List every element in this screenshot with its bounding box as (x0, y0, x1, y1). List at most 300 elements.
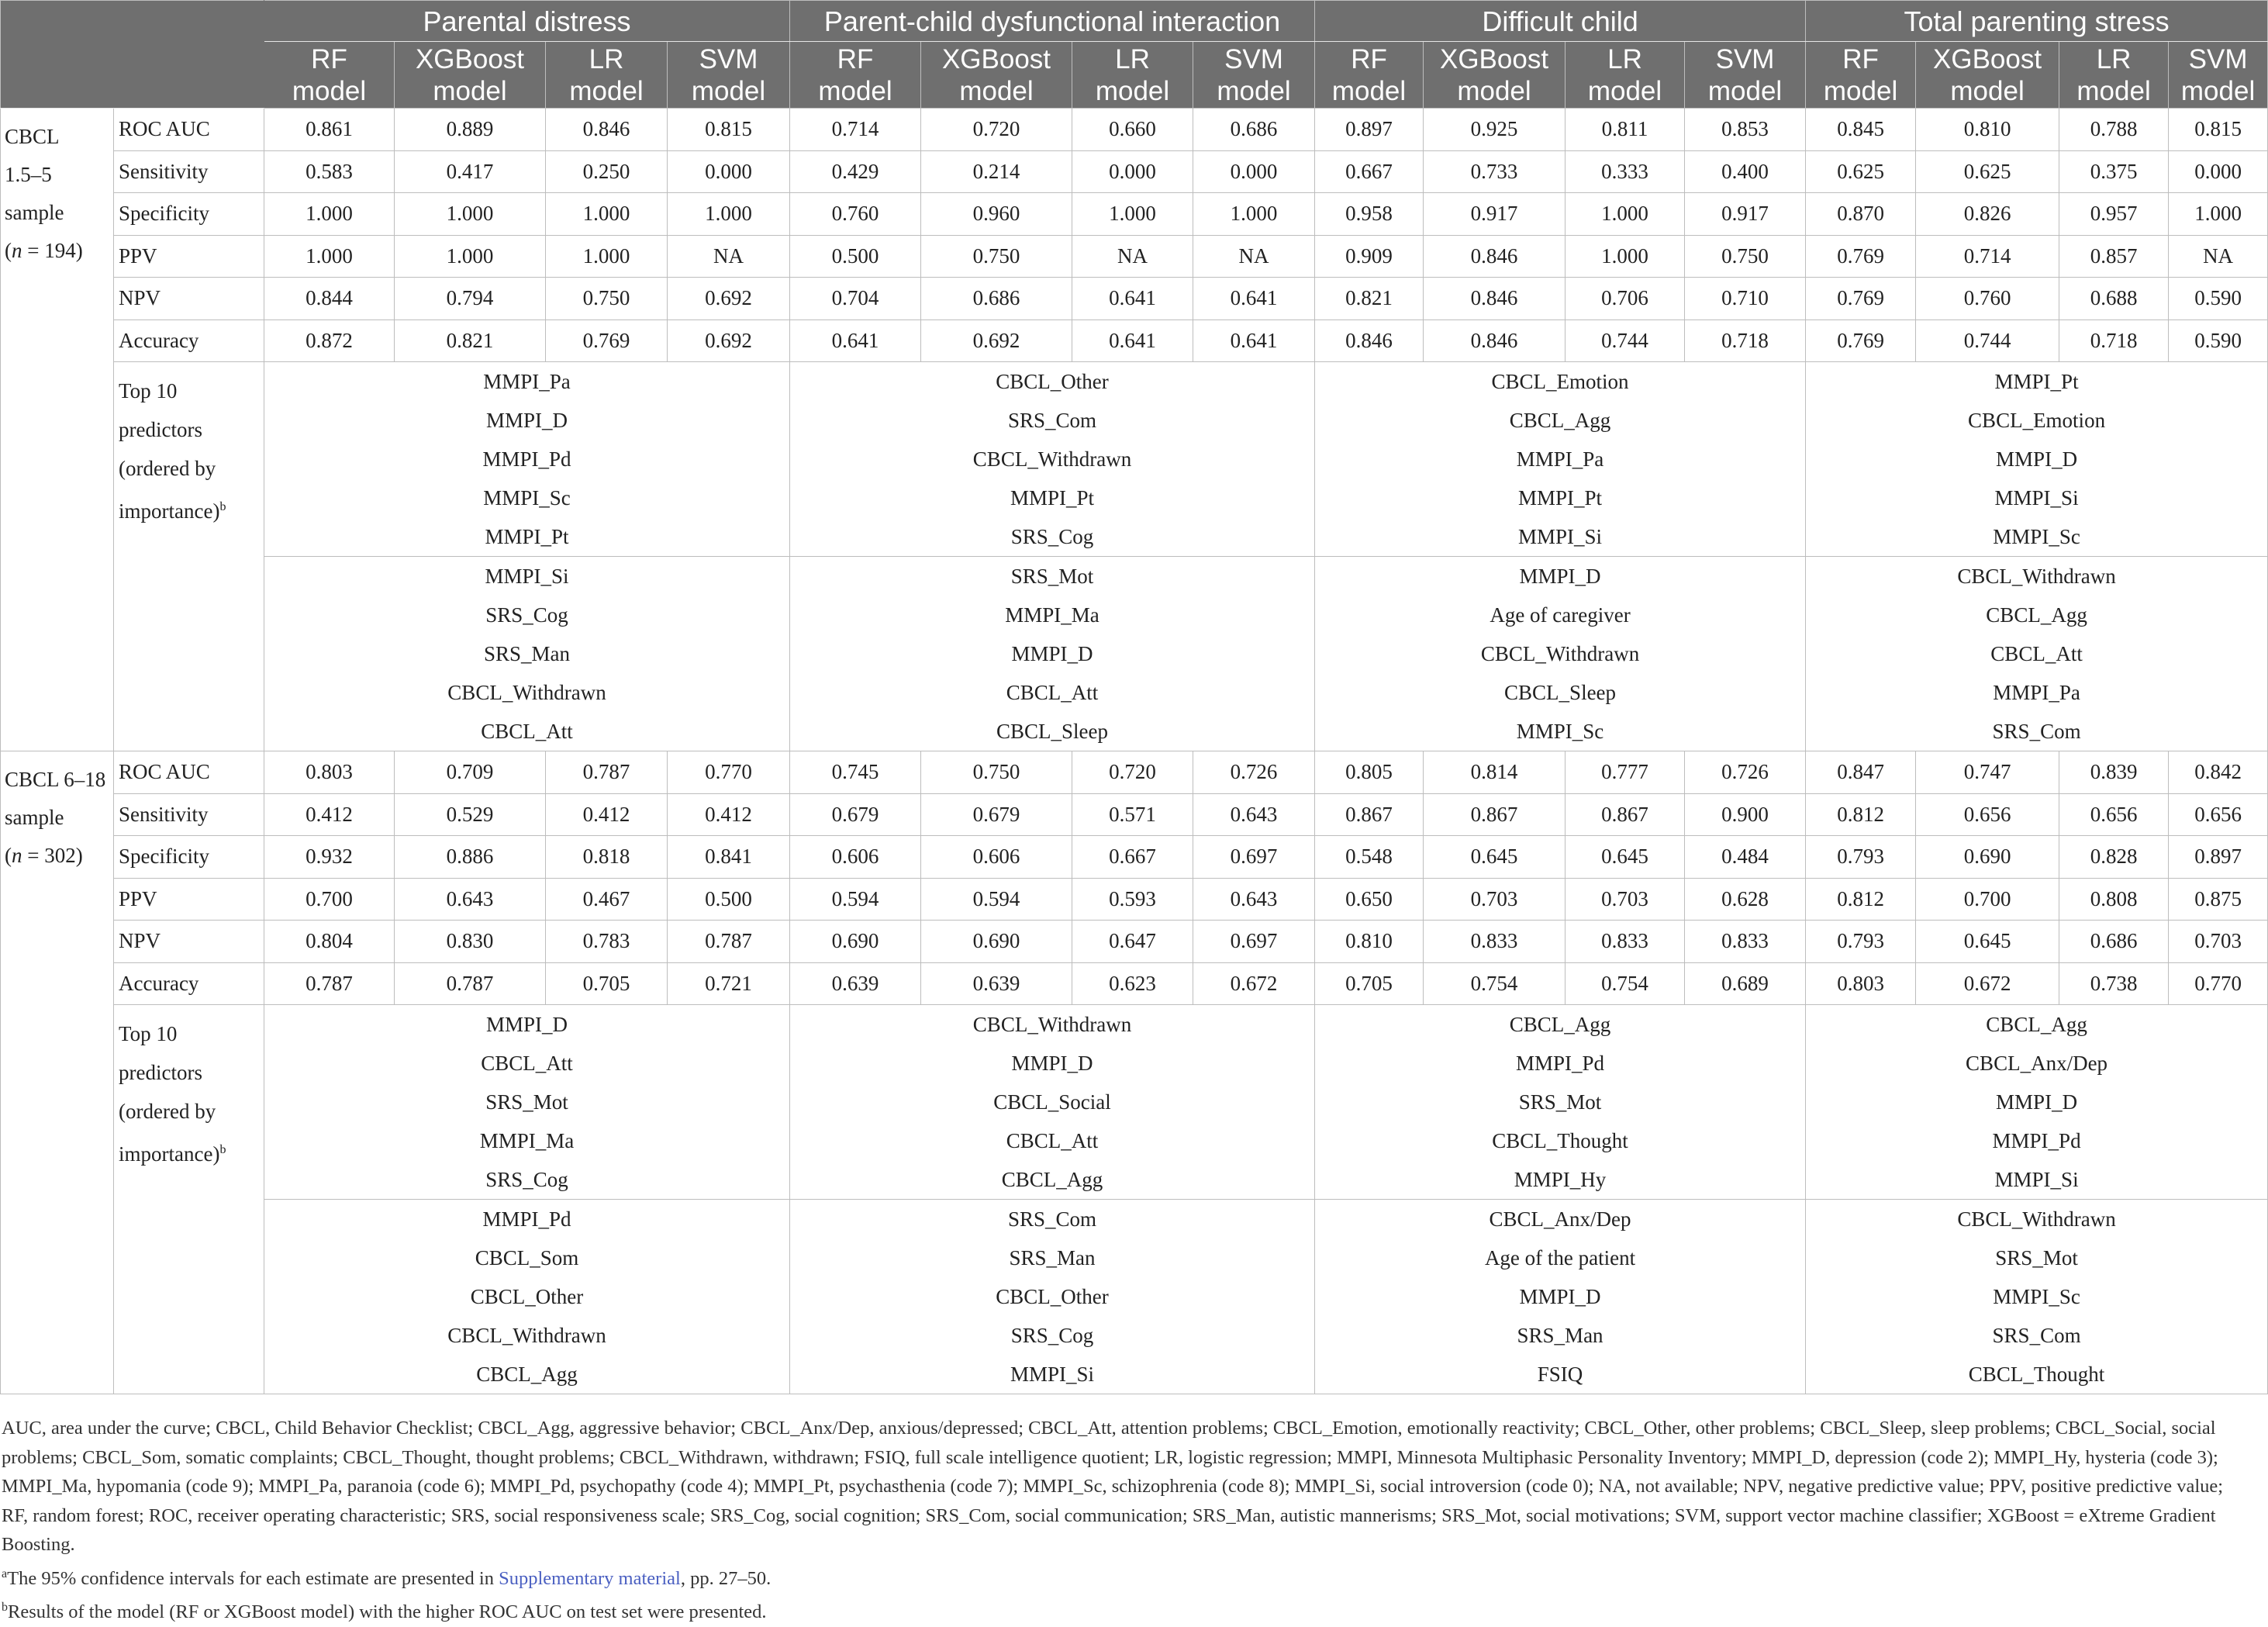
predictor-item: MMPI_Pd (482, 447, 571, 471)
metric-value: 0.656 (2059, 793, 2169, 836)
predictor-item: CBCL_Att (1990, 642, 2083, 665)
metric-value: 0.690 (1916, 836, 2059, 879)
metric-value: 0.846 (1424, 320, 1566, 362)
metric-value: 0.686 (921, 278, 1072, 320)
sample-n-value: = 302) (22, 844, 83, 867)
metric-value: 0.703 (2169, 921, 2268, 963)
metric-name: PPV (114, 878, 264, 921)
predictor-item: SRS_Man (1517, 1324, 1603, 1347)
model-suffix: model (818, 75, 892, 106)
metric-value: 0.787 (668, 921, 790, 963)
predictor-item: CBCL_Emotion (1491, 370, 1629, 393)
metric-value: 1.000 (546, 193, 668, 236)
sample-label-line: CBCL 6–18 (5, 768, 106, 791)
model-name: LR (2096, 43, 2132, 74)
footnote-a: $^a$The 95% confidence intervals for each estimate are presented in Supplementary material, pp. 27–50. (2, 1567, 772, 1589)
predictor-list (264, 1005, 790, 1200)
sample-label-line: CBCL (5, 125, 60, 148)
metric-value: 0.686 (1193, 109, 1315, 151)
top-label-line: Top 10 (119, 1022, 178, 1045)
predictor-row (1, 362, 2268, 557)
predictor-item: CBCL_Att (481, 720, 573, 743)
metric-value: NA (2169, 235, 2268, 278)
metric-value: 0.726 (1193, 751, 1315, 794)
metric-value: 0.754 (1424, 962, 1566, 1005)
metric-value: 0.821 (1315, 278, 1424, 320)
sample-label-line: sample (5, 201, 64, 224)
metric-value: 0.650 (1315, 878, 1424, 921)
model-header (1566, 42, 1685, 109)
predictor-item: CBCL_Agg (1001, 1168, 1103, 1191)
table-body (1, 109, 2268, 1394)
metric-value: 0.750 (1685, 235, 1806, 278)
metric-value: 0.870 (1806, 193, 1916, 236)
table-header (1, 1, 2268, 109)
metric-value: 0.697 (1193, 921, 1315, 963)
metric-value: 0.641 (1072, 278, 1193, 320)
predictor-item: SRS_Man (1009, 1246, 1096, 1269)
metric-value: 0.594 (790, 878, 921, 921)
predictor-item: CBCL_Withdrawn (972, 1013, 1132, 1036)
metric-value: 0.375 (2059, 150, 2169, 193)
predictor-item: CBCL_Sleep (996, 720, 1109, 743)
predictor-item: MMPI_D (1011, 642, 1093, 665)
predictor-list (264, 1200, 790, 1394)
model-name: LR (1607, 43, 1642, 74)
predictor-list (790, 1005, 1315, 1200)
metric-value: 0.861 (264, 109, 395, 151)
metric-value: 0.841 (668, 836, 790, 879)
metric-value: 0.769 (1806, 278, 1916, 320)
footnote-b: $^b$Results of the model (RF or XGBoost model) with the higher ROC AUC on test set were presented. (2, 1601, 767, 1623)
predictor-item: CBCL_Sleep (1504, 681, 1617, 704)
table-row (1, 193, 2268, 236)
model-header (1315, 42, 1424, 109)
metric-value: 0.875 (2169, 878, 2268, 921)
metric-value: 0.417 (395, 150, 546, 193)
model-header (668, 42, 790, 109)
model-header (264, 42, 395, 109)
sample-n-var: n (12, 844, 22, 867)
top-predictors-label (114, 1005, 264, 1394)
predictor-item: CBCL_Agg (1986, 1013, 2087, 1036)
metric-value: 0.692 (668, 278, 790, 320)
metric-value: 0.812 (1806, 878, 1916, 921)
table-row (1, 793, 2268, 836)
metric-value: 0.467 (546, 878, 668, 921)
metric-name: Accuracy (114, 320, 264, 362)
metric-value: 1.000 (668, 193, 790, 236)
metric-value: 0.720 (921, 109, 1072, 151)
metric-value: 0.641 (1193, 278, 1315, 320)
metric-value: NA (1193, 235, 1315, 278)
metric-value: 0.738 (2059, 962, 2169, 1005)
model-suffix: model (2180, 75, 2256, 106)
model-suffix: model (433, 75, 507, 106)
table-row (1, 878, 2268, 921)
predictor-item: SRS_Com (1007, 1207, 1097, 1231)
metric-value: 0.744 (1916, 320, 2059, 362)
predictor-item: MMPI_Hy (1514, 1168, 1607, 1191)
metric-value: 0.932 (264, 836, 395, 879)
metric-value: 1.000 (264, 193, 395, 236)
model-name: XGBoost (1439, 43, 1549, 74)
predictor-item: SRS_Mot (485, 1090, 568, 1114)
metric-value: NA (668, 235, 790, 278)
metric-value: 0.842 (2169, 751, 2268, 794)
metric-value: 0.689 (1685, 962, 1806, 1005)
metric-value: 0.703 (1424, 878, 1566, 921)
model-header (2169, 42, 2268, 109)
metric-value: 0.703 (1566, 878, 1685, 921)
metric-value: 0.812 (1806, 793, 1916, 836)
metric-value: 0.686 (2059, 921, 2169, 963)
metric-value: 1.000 (264, 235, 395, 278)
metric-value: NA (1072, 235, 1193, 278)
metric-value: 0.754 (1566, 962, 1685, 1005)
table-row (1, 836, 2268, 879)
predictor-item: MMPI_Sc (1516, 720, 1604, 743)
metric-value: 0.484 (1685, 836, 1806, 879)
predictor-item: CBCL_Social (993, 1090, 1111, 1114)
predictor-item: MMPI_Sc (1993, 1285, 2080, 1308)
predictor-list (1806, 1200, 2268, 1394)
predictor-item: MMPI_Pt (1518, 486, 1603, 510)
metric-value: 0.714 (790, 109, 921, 151)
top-predictors-label (114, 362, 264, 751)
metric-value: 0.830 (395, 921, 546, 963)
model-name: XGBoost (415, 43, 525, 74)
metric-value: 0.897 (2169, 836, 2268, 879)
metric-value: 0.641 (1193, 320, 1315, 362)
model-header (1685, 42, 1806, 109)
table-row (1, 921, 2268, 963)
metric-value: 0.721 (668, 962, 790, 1005)
predictor-row (1, 1200, 2268, 1394)
metric-value: 0.656 (2169, 793, 2268, 836)
model-header (395, 42, 546, 109)
predictor-item: SRS_Com (1007, 409, 1097, 432)
metric-value: 0.667 (1315, 150, 1424, 193)
metric-value: 0.917 (1424, 193, 1566, 236)
sample-n-value: = 194) (22, 239, 83, 262)
metric-value: 0.714 (1916, 235, 2059, 278)
metric-value: 0.333 (1566, 150, 1685, 193)
metric-value: 0.909 (1315, 235, 1424, 278)
top-label-line: (ordered by (119, 1100, 216, 1123)
metric-value: 1.000 (395, 193, 546, 236)
metric-value: 0.583 (264, 150, 395, 193)
metric-value: 0.672 (1193, 962, 1315, 1005)
model-suffix: model (691, 75, 766, 106)
predictor-item: CBCL_Other (470, 1285, 584, 1308)
predictor-item: CBCL_Att (1006, 1129, 1099, 1152)
predictor-item: MMPI_Sc (483, 486, 571, 510)
model-suffix: model (959, 75, 1034, 106)
predictor-item: MMPI_Pd (1516, 1052, 1605, 1075)
top-label-line: Top 10 (119, 379, 178, 402)
metric-value: 0.726 (1685, 751, 1806, 794)
metric-value: 0.606 (790, 836, 921, 879)
metric-value: 0.690 (790, 921, 921, 963)
metric-value: 0.770 (668, 751, 790, 794)
sample-label (1, 751, 114, 1394)
metric-value: 0.957 (2059, 193, 2169, 236)
metric-value: 0.853 (1685, 109, 1806, 151)
predictor-item: CBCL_Som (475, 1246, 579, 1269)
table-row (1, 278, 2268, 320)
metric-value: 0.846 (546, 109, 668, 151)
predictor-item: Age of the patient (1484, 1246, 1636, 1269)
metric-name: Accuracy (114, 962, 264, 1005)
top-label-line: (ordered by (119, 457, 216, 480)
group-header: Parental distress (264, 1, 790, 42)
metric-value: 0.844 (264, 278, 395, 320)
predictor-list (264, 362, 790, 557)
footnotes (2, 1414, 2231, 1627)
footnote-marker: b (219, 500, 226, 513)
predictor-item: SRS_Mot (1995, 1246, 2078, 1269)
predictor-item: CBCL_Agg (476, 1363, 578, 1386)
top-label-line: importance) (119, 499, 220, 523)
model-suffix: model (1950, 75, 2025, 106)
metric-value: 0.788 (2059, 109, 2169, 151)
table-row (1, 109, 2268, 151)
predictor-item: MMPI_Ma (1005, 603, 1099, 627)
sample-label-line: sample (5, 806, 64, 829)
table-row (1, 962, 2268, 1005)
metric-value: 0.606 (921, 836, 1072, 879)
metric-value: 0.803 (264, 751, 395, 794)
predictor-item: SRS_Cog (1010, 1324, 1094, 1347)
predictor-list (790, 1200, 1315, 1394)
table-row (1, 150, 2268, 193)
metric-value: 0.412 (264, 793, 395, 836)
predictor-item: CBCL_Withdrawn (1480, 642, 1640, 665)
model-header (921, 42, 1072, 109)
model-name: RF (837, 43, 874, 74)
metric-value: 0.867 (1566, 793, 1685, 836)
model-suffix: model (1331, 75, 1407, 106)
metric-value: 0.872 (264, 320, 395, 362)
metric-value: 0.897 (1315, 109, 1424, 151)
metric-value: 0.814 (1424, 751, 1566, 794)
abbreviations-note: AUC, area under the curve; CBCL, Child Behavior Checklist; CBCL_Agg, aggressive behavior; CBCL_Anx/Dep, anxious/depressed; CBCL_Att, attention problems; CBCL_Emotion, emotionally reactivity; CBCL_Other, other problems; CBCL_Sleep, sleep problems; CBCL_Social, social problems; CBCL_Som, somatic complaints; CBCL_Thought, thought problems; CBCL_Withdrawn, withdrawn; FSIQ, full scale intelligence quotient; LR, logistic regression; MMPI, Minnesota Multiphasic Personality Inventory; MMPI_D, depression (code 2); MMPI_Hy, hysteria (code 3); MMPI_Ma, hypomania (code 9); MMPI_Pa, paranoia (code 6); MMPI_Pd, psychopathy (code 4); MMPI_Pt, psychasthenia (code 7); MMPI_Sc, schizophrenia (code 8); MMPI_Si, social introversion (code 0); NA, not available; NPV, negative predictive value; PPV, positive predictive value; RF, random forest; ROC, receiver operating characteristic; SRS, social responsiveness scale; SRS_Cog, social cognition; SRS_Com, social communication; SRS_Man, autistic mannerisms; SRS_Mot, social motivations; SVM, support vector machine classifier; XGBoost = eXtreme Gradient Boosting. (2, 1418, 2224, 1555)
predictor-item: CBCL_Withdrawn (447, 681, 606, 704)
metric-value: 0.660 (1072, 109, 1193, 151)
predictor-item: FSIQ (1537, 1363, 1583, 1386)
metric-value: 1.000 (546, 235, 668, 278)
predictor-list (1315, 1200, 1806, 1394)
metric-value: 0.826 (1916, 193, 2059, 236)
model-name: SVM (1715, 43, 1775, 74)
metric-value: 0.846 (1424, 235, 1566, 278)
metric-value: 0.000 (668, 150, 790, 193)
metric-value: 0.769 (1806, 235, 1916, 278)
top-label-line: importance) (119, 1142, 220, 1166)
metric-value: 0.571 (1072, 793, 1193, 836)
predictor-item: SRS_Mot (1010, 565, 1094, 588)
predictor-item: SRS_Cog (485, 603, 568, 627)
metric-value: 0.700 (1916, 878, 2059, 921)
metric-value: 0.639 (790, 962, 921, 1005)
metric-value: 0.889 (395, 109, 546, 151)
metric-value: 1.000 (1072, 193, 1193, 236)
metric-value: 0.412 (668, 793, 790, 836)
metric-value: 0.590 (2169, 320, 2268, 362)
predictor-list (790, 557, 1315, 751)
predictor-list (1315, 362, 1806, 557)
metric-value: 0.645 (1916, 921, 2059, 963)
metric-value: 0.917 (1685, 193, 1806, 236)
metric-value: 0.750 (921, 751, 1072, 794)
model-name: LR (589, 43, 624, 74)
sample-label-line: 1.5–5 (5, 163, 52, 186)
metric-value: 0.706 (1566, 278, 1685, 320)
model-suffix: model (1587, 75, 1662, 106)
metric-value: 0.641 (790, 320, 921, 362)
metric-value: 0.845 (1806, 109, 1916, 151)
predictor-item: SRS_Man (483, 642, 571, 665)
metric-value: 1.000 (1193, 193, 1315, 236)
predictor-item: MMPI_Pd (1992, 1129, 2081, 1152)
predictor-list (1315, 1005, 1806, 1200)
metric-value: 0.770 (2169, 962, 2268, 1005)
predictor-item: SRS_Com (1992, 720, 2081, 743)
metric-value: 0.745 (790, 751, 921, 794)
predictor-row (1, 1005, 2268, 1200)
model-header (1072, 42, 1193, 109)
metric-value: 0.833 (1424, 921, 1566, 963)
sample-label (1, 109, 114, 751)
metric-value: 0.548 (1315, 836, 1424, 879)
metric-value: 0.818 (546, 836, 668, 879)
predictor-item: CBCL_Withdrawn (972, 447, 1132, 471)
predictor-item: CBCL_Agg (1509, 1013, 1611, 1036)
predictor-list (1806, 362, 2268, 557)
metric-value: 0.645 (1424, 836, 1566, 879)
predictor-item: MMPI_Pd (482, 1207, 571, 1231)
metric-value: 0.750 (921, 235, 1072, 278)
metric-value: 0.639 (921, 962, 1072, 1005)
model-suffix: model (1457, 75, 1531, 106)
metric-value: 0.847 (1806, 751, 1916, 794)
metric-value: 0.958 (1315, 193, 1424, 236)
metric-value: 0.787 (395, 962, 546, 1005)
table-row (1, 751, 2268, 794)
model-header (546, 42, 668, 109)
predictor-item: MMPI_D (485, 1013, 568, 1036)
predictor-item: MMPI_D (1519, 1285, 1601, 1308)
metric-value: 0.815 (668, 109, 790, 151)
metric-value: 1.000 (2169, 193, 2268, 236)
model-name: RF (1842, 43, 1879, 74)
predictor-item: CBCL_Agg (1509, 409, 1611, 432)
metric-value: 0.643 (395, 878, 546, 921)
metric-value: 0.000 (1072, 150, 1193, 193)
metric-value: 0.709 (395, 751, 546, 794)
metric-value: 0.623 (1072, 962, 1193, 1005)
metric-value: 0.793 (1806, 836, 1916, 879)
metric-value: 0.718 (2059, 320, 2169, 362)
header-corner (1, 1, 264, 109)
predictor-item: MMPI_Sc (1993, 525, 2080, 548)
metric-value: 0.688 (2059, 278, 2169, 320)
sample-n-open: ( (5, 239, 12, 262)
model-header (1916, 42, 2059, 109)
metric-name: PPV (114, 235, 264, 278)
predictor-item: MMPI_Pt (485, 525, 569, 548)
model-name: LR (1115, 43, 1150, 74)
predictor-item: MMPI_Si (1994, 486, 2079, 510)
predictor-item: MMPI_Pa (1516, 447, 1604, 471)
metric-value: 0.625 (1916, 150, 2059, 193)
top-label-line: predictors (119, 1061, 202, 1084)
predictor-item: CBCL_Att (481, 1052, 573, 1075)
group-header: Total parenting stress (1806, 1, 2268, 42)
metric-value: 0.760 (790, 193, 921, 236)
model-name: SVM (2188, 43, 2248, 74)
metric-value: 0.720 (1072, 751, 1193, 794)
metric-name: Sensitivity (114, 793, 264, 836)
predictor-item: MMPI_D (1996, 1090, 2078, 1114)
predictor-list (1806, 557, 2268, 751)
metric-value: 1.000 (1566, 235, 1685, 278)
metric-value: 0.692 (668, 320, 790, 362)
model-suffix: model (2076, 75, 2151, 106)
metric-value: 0.839 (2059, 751, 2169, 794)
metric-value: 0.690 (921, 921, 1072, 963)
metric-value: 0.429 (790, 150, 921, 193)
metric-value: 0.656 (1916, 793, 2059, 836)
model-name: RF (1351, 43, 1387, 74)
group-header: Difficult child (1315, 1, 1806, 42)
metric-value: 0.900 (1685, 793, 1806, 836)
predictor-item: CBCL_Withdrawn (447, 1324, 606, 1347)
model-header (2059, 42, 2169, 109)
metric-value: 1.000 (395, 235, 546, 278)
metric-value: 0.214 (921, 150, 1072, 193)
metric-name: Sensitivity (114, 150, 264, 193)
model-suffix: model (1217, 75, 1291, 106)
metric-value: 0.960 (921, 193, 1072, 236)
metric-value: 0.529 (395, 793, 546, 836)
metric-value: 0.500 (668, 878, 790, 921)
metric-value: 0.810 (1916, 109, 2059, 151)
metric-value: 0.643 (1193, 878, 1315, 921)
metric-value: 0.718 (1685, 320, 1806, 362)
metric-value: 0.700 (264, 878, 395, 921)
model-header (1424, 42, 1566, 109)
model-suffix: model (1707, 75, 1783, 106)
sample-n-var: n (12, 239, 22, 262)
metric-value: 0.594 (921, 878, 1072, 921)
metric-value: 0.794 (395, 278, 546, 320)
metric-value: 0.697 (1193, 836, 1315, 879)
predictor-item: CBCL_Other (996, 1285, 1109, 1308)
metric-value: 0.412 (546, 793, 668, 836)
predictor-list (264, 557, 790, 751)
metric-value: 0.833 (1566, 921, 1685, 963)
predictor-item: CBCL_Anx/Dep (1966, 1052, 2108, 1075)
predictor-item: MMPI_Pa (483, 370, 571, 393)
metric-value: 0.787 (264, 962, 395, 1005)
supplementary-material-link[interactable]: Supplementary material (499, 1567, 681, 1589)
metric-value: 0.710 (1685, 278, 1806, 320)
predictor-item: CBCL_Withdrawn (1957, 565, 2116, 588)
metric-value: 0.821 (395, 320, 546, 362)
metric-value: 0.250 (546, 150, 668, 193)
